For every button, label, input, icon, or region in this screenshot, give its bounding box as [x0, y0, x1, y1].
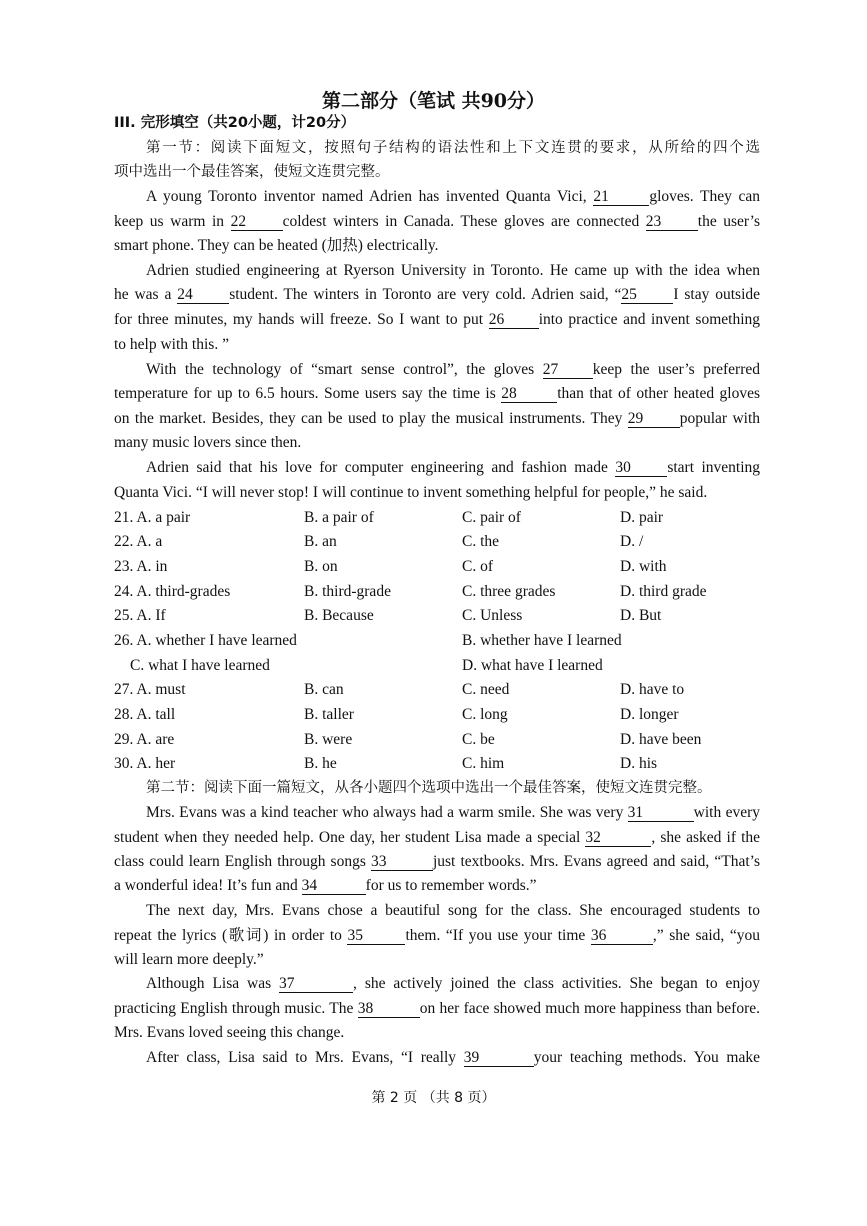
instructions-line-1: 第一节：阅读下面短文，按照句子结构的语法性和上下文连贯的要求，从所给的四个选: [146, 140, 760, 156]
blank-35: 35: [347, 927, 405, 945]
option-b[interactable]: B. taller: [304, 706, 354, 723]
option-c[interactable]: C. the: [462, 533, 500, 550]
option-d[interactable]: D. what have I learned: [462, 657, 603, 674]
option-row-30: [114, 754, 760, 774]
part2-instructions: 第二节：阅读下面一篇短文，从各小题四个选项中选出一个最佳答案，使短文连贯完整。: [146, 780, 712, 796]
option-a[interactable]: 25. A. If: [114, 607, 166, 624]
option-d[interactable]: D. with: [620, 558, 667, 575]
instructions-line-2: 项中选出一个最佳答案，使短文连贯完整。: [114, 164, 390, 180]
passage1-line: temperature for up to 6.5 hours. Some users say the time is 28 than that of other heated gloves: [114, 385, 760, 402]
passage2-line: Mrs. Evans was a kind teacher who always had a warm smile. She was very 31 with every: [146, 804, 760, 821]
option-d[interactable]: D. pair: [620, 509, 664, 526]
page-title: 第二部分（笔试 共90分）: [321, 90, 546, 112]
option-b[interactable]: B. an: [304, 533, 337, 550]
option-a[interactable]: 30. A. her: [114, 755, 176, 772]
blank-37: 37: [279, 975, 353, 993]
option-b[interactable]: B. on: [304, 558, 338, 575]
blank-34: 34: [302, 877, 366, 895]
blank-22: 22: [231, 213, 283, 231]
option-row-28: [114, 705, 760, 725]
passage1-line: on the market. Besides, they can be used to play the musical instruments. They 29 popular with: [114, 410, 761, 427]
option-d[interactable]: D. But: [620, 607, 662, 624]
option-row-25: [114, 606, 760, 626]
passage2-line: class could learn English through songs 33 just textbooks. Mrs. Evans agreed and said, “That’s: [114, 853, 760, 870]
option-d[interactable]: D. /: [620, 533, 644, 550]
blank-30: 30: [615, 459, 667, 477]
option-c[interactable]: C. need: [462, 681, 510, 698]
option-b[interactable]: B. can: [304, 681, 344, 698]
option-d[interactable]: D. have to: [620, 681, 685, 698]
blank-38: 38: [358, 1000, 420, 1018]
option-a[interactable]: 23. A. in: [114, 558, 168, 575]
passage1-line: many music lovers since then.: [114, 434, 302, 451]
option-row-23: [114, 557, 760, 577]
option-c[interactable]: C. be: [462, 731, 495, 748]
blank-32: 32: [585, 829, 651, 847]
option-a[interactable]: 29. A. are: [114, 731, 175, 748]
option-b[interactable]: B. whether have I learned: [462, 632, 622, 649]
option-row-27: [114, 680, 760, 700]
passage2-line: practicing English through music. The 38 on her face showed much more happiness than before.: [114, 1000, 760, 1017]
blank-27: 27: [543, 361, 593, 379]
blank-39: 39: [464, 1049, 534, 1067]
option-row-26b: [114, 656, 760, 676]
passage2-line: After class, Lisa said to Mrs. Evans, “I really 39 your teaching methods. You make: [146, 1049, 760, 1066]
option-a[interactable]: 28. A. tall: [114, 706, 176, 723]
option-b[interactable]: B. were: [304, 731, 353, 748]
blank-26: 26: [489, 311, 539, 329]
passage1-line: Adrien studied engineering at Ryerson University in Toronto. He came up with the idea when: [146, 262, 760, 279]
option-a[interactable]: 22. A. a: [114, 533, 163, 550]
blank-23: 23: [646, 213, 698, 231]
blank-33: 33: [371, 853, 433, 871]
blank-31: 31: [628, 804, 694, 822]
passage1-line: Quanta Vici. “I will never stop! I will continue to invent something helpful for people,” he said.: [114, 484, 708, 501]
blank-28: 28: [501, 385, 557, 403]
option-row-21: [114, 508, 760, 528]
option-a[interactable]: 27. A. must: [114, 681, 186, 698]
option-c[interactable]: C. of: [462, 558, 493, 575]
passage1-line: to help with this. ”: [114, 336, 229, 353]
option-row-29: [114, 730, 760, 750]
option-d[interactable]: D. have been: [620, 731, 702, 748]
passage1-line: With the technology of “smart sense control”, the gloves 27 keep the user’s preferred: [146, 361, 761, 378]
passage1-line: A young Toronto inventor named Adrien has invented Quanta Vici, 21 gloves. They can: [146, 188, 761, 205]
option-d[interactable]: D. his: [620, 755, 658, 772]
option-c[interactable]: C. long: [462, 706, 508, 723]
passage2-line: The next day, Mrs. Evans chose a beautiful song for the class. She encouraged students to: [146, 902, 760, 919]
blank-21: 21: [593, 188, 649, 206]
passage1-line: he was a 24 student. The winters in Toronto are very cold. Adrien said, “25 I stay outside: [114, 286, 761, 303]
option-c[interactable]: C. pair of: [462, 509, 521, 526]
option-row-22: [114, 532, 760, 552]
blank-29: 29: [628, 410, 680, 428]
option-c[interactable]: C. Unless: [462, 607, 523, 624]
option-row-24: [114, 582, 760, 602]
passage2-line: student when they needed help. One day, her student Lisa made a special 32 , she asked if the: [114, 829, 760, 846]
passage2-line: a wonderful idea! It’s fun and 34 for us to remember words.”: [114, 877, 537, 894]
passage2-line: Although Lisa was 37 , she actively joined the class activities. She began to enjoy: [146, 975, 760, 992]
option-a[interactable]: 24. A. third-grades: [114, 583, 231, 600]
passage1-line: keep us warm in 22 coldest winters in Canada. These gloves are connected 23 the user’s: [114, 213, 760, 230]
option-c[interactable]: C. three grades: [462, 583, 556, 600]
option-c[interactable]: C. him: [462, 755, 505, 772]
option-c[interactable]: C. what I have learned: [130, 657, 270, 674]
option-b[interactable]: B. he: [304, 755, 337, 772]
option-b[interactable]: B. third-grade: [304, 583, 391, 600]
option-d[interactable]: D. third grade: [620, 583, 707, 600]
passage1-line: Adrien said that his love for computer engineering and fashion made 30 start inventing: [146, 459, 760, 476]
section-heading: III. 完形填空（共20小题，计20分）: [114, 115, 356, 131]
option-row-26: [114, 631, 760, 651]
passage2-line: repeat the lyrics (歌词) in order to 35 them. “If you use your time 36 ,” she said, “you: [114, 927, 760, 944]
blank-25: 25: [621, 286, 673, 304]
option-b[interactable]: B. a pair of: [304, 509, 374, 526]
passage2-line: will learn more deeply.”: [114, 951, 264, 968]
passage1-line: for three minutes, my hands will freeze. So I want to put 26 into practice and invent something: [114, 311, 760, 328]
blank-36: 36: [591, 927, 653, 945]
option-a[interactable]: 21. A. a pair: [114, 509, 191, 526]
page-number: 第 2 页 （共 8 页）: [371, 1090, 496, 1106]
option-a[interactable]: 26. A. whether I have learned: [114, 632, 297, 649]
passage1-line: smart phone. They can be heated (加热) electrically.: [114, 237, 439, 254]
passage2-line: Mrs. Evans loved seeing this change.: [114, 1024, 345, 1041]
option-d[interactable]: D. longer: [620, 706, 679, 723]
blank-24: 24: [177, 286, 229, 304]
option-b[interactable]: B. Because: [304, 607, 374, 624]
